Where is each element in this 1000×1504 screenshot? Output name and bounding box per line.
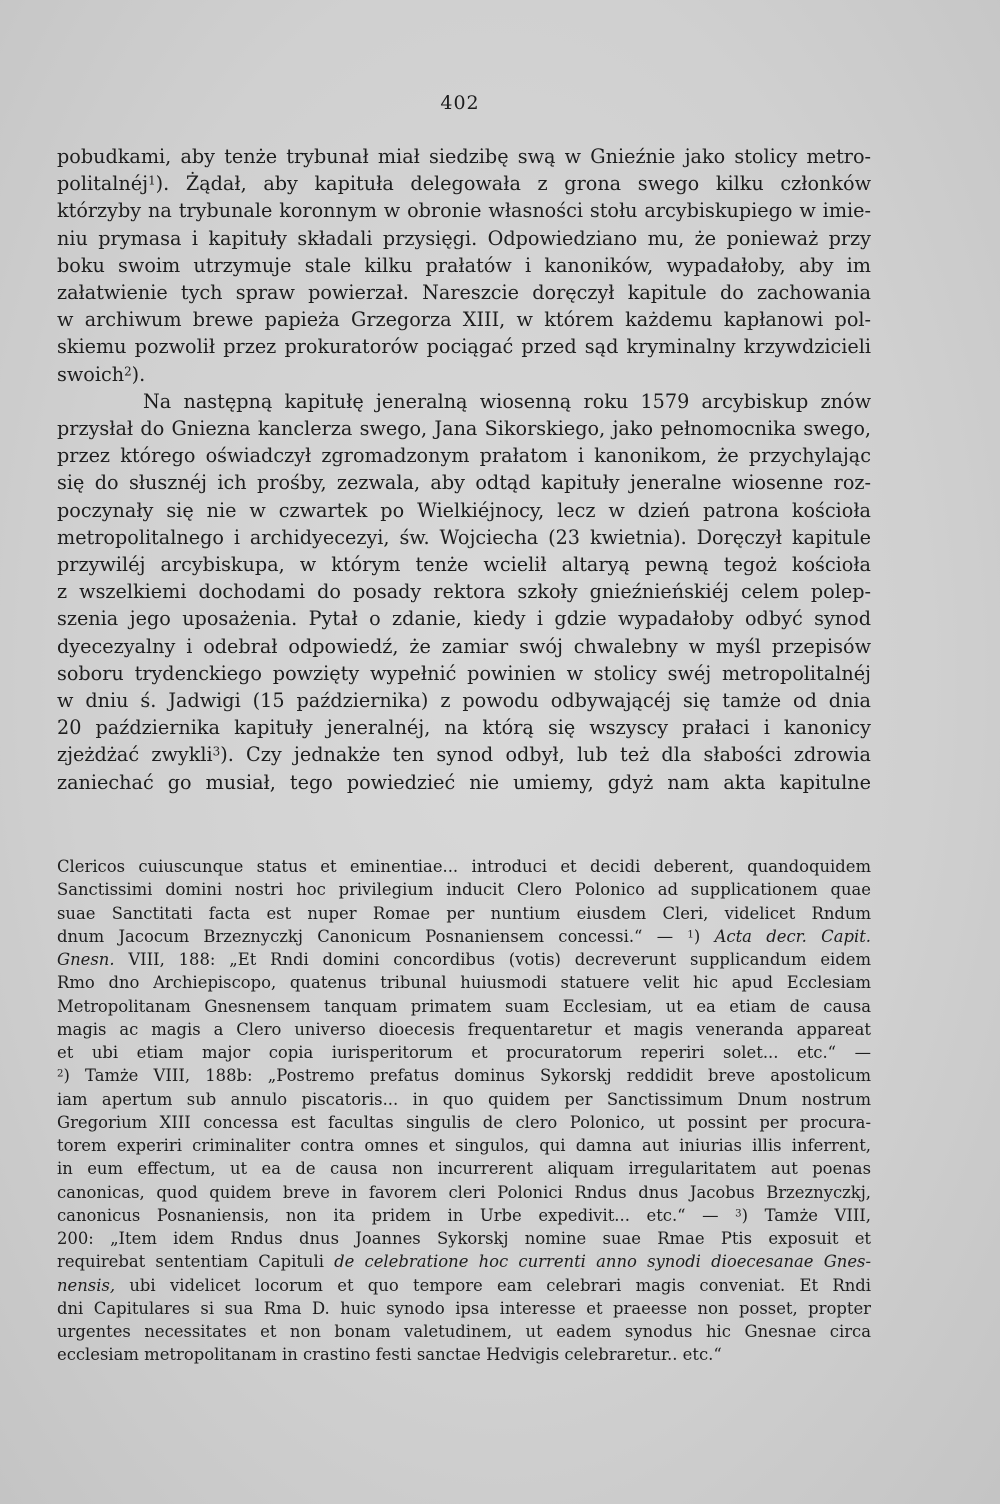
footnote-line: dnum Jacocum Brzeznyczkj Canonicum Posnaniensem concessi.“ — $^1$) Acta decr. Capit. bbox=[57, 926, 872, 946]
footnote-line: suae Sanctitati facta est nuper Romae per nuntium eiusdem Cleri, videlicet Rndum bbox=[57, 903, 871, 923]
footnotes bbox=[57, 855, 871, 1367]
footnote-line: dni Capitulares si sua Rma D. huic synodo ipsa interesse et praeesse non posset, propter bbox=[57, 1298, 871, 1318]
text-line: zaniechać go musiał, tego powiedzieć nie umiemy, gdyż nam akta kapitulne bbox=[57, 770, 871, 794]
page-number: 402 bbox=[440, 92, 480, 114]
footnote-line: 200: „Item idem Rndus dnus Joannes Sykorskj nomine suae Rmae Ptis exposuit et bbox=[57, 1229, 871, 1248]
text-line: w archiwum brewe papieża Grzegorza XIII, w którem każdemu kapłanowi pol- bbox=[57, 308, 871, 332]
text-line: załatwienie tych spraw powierzał. Nareszcie doręczył kapitule do zachowania bbox=[57, 281, 871, 305]
text-line: z wszelkiemi dochodami do posady rektora szkoły gnieźnieńskiéj celem polep- bbox=[57, 580, 871, 604]
text-line: przez którego oświadczył zgromadzonym prałatom i kanonikom, że przychylając bbox=[57, 444, 871, 468]
footnote-line: magis ac magis a Clero universo dioecesis frequentaretur et magis veneranda appareat bbox=[57, 1019, 871, 1039]
footnote-line: Metropolitanam Gnesnensem tanquam primatem suam Ecclesiam, ut ea etiam de causa bbox=[57, 996, 871, 1016]
footnote-line: nensis, ubi videlicet locorum et quo tempore eam celebrari magis conveniat. Et Rndi bbox=[57, 1275, 871, 1295]
text-line: soboru trydenckiego powzięty wypełnić powinien w stolicy swéj metropolitalnéj bbox=[57, 661, 871, 685]
footnote-line: canonicas, quod quidem breve in favorem cleri Polonici Rndus dnus Jacobus Brzeznyczkj, bbox=[57, 1182, 871, 1202]
main-text bbox=[57, 143, 871, 796]
footnote-line: Gnesn. VIII, 188: „Et Rndi domini concordibus (votis) decreverunt supplicandum eidem bbox=[57, 950, 871, 969]
text-line: niu prymasa i kapituły składali przysięgi. Odpowiedziano mu, że ponieważ przy bbox=[57, 226, 871, 250]
text-line: politalnéj$^1$). Żądał, aby kapituła delegowała z grona swego kilku członków bbox=[57, 172, 871, 196]
text-line: poczynały się nie w czwartek po Wielkiéjnocy, lecz w dzień patrona kościoła bbox=[57, 498, 871, 522]
footnote-line: in eum effectum, ut ea de causa non incurrerent aliquam irregularitatem aut poenas bbox=[57, 1159, 871, 1179]
text-line: Na następną kapitułę jeneralną wiosenną roku 1579 arcybiskup znów bbox=[143, 389, 871, 413]
footnote-line: canonicus Posnaniensis, non ita pridem in Urbe expedivit... etc.“ — $^3$) Tamże VIII, bbox=[57, 1205, 871, 1225]
footnote-line: Gregorium XIII concessa est facultas singulis de clero Polonico, ut possint per procura- bbox=[57, 1112, 871, 1132]
footnote-line: ecclesiam metropolitanam in crastino festi sanctae Hedvigis celebraretur.. etc.“ bbox=[57, 1345, 722, 1365]
footnote-line: urgentes necessitates et non bonam valetudinem, ut eadem synodus hic Gnesnae circa bbox=[57, 1322, 871, 1341]
text-line: metropolitalnego i archidyecezyi, św. Wojciecha (23 kwietnia). Doręczył kapitule bbox=[57, 525, 871, 549]
footnote-line: Rmo dno Archiepiscopo, quatenus tribunal huiusmodi statuere velit hic apud Ecclesiam bbox=[57, 973, 871, 993]
footnote-line: Clericos cuiuscunque status et eminentiae... introduci et decidi deberent, quandoquidem bbox=[57, 857, 871, 876]
text-line: zjeżdżać zwykli$^3$). Czy jednakże ten synod odbył, lub też dla słabości zdrowia bbox=[57, 743, 871, 767]
footnote-line: requirebat sententiam Capituli de celebratione hoc currenti anno synodi dioecesanae Gnes- bbox=[57, 1252, 871, 1272]
footnote-line: torem experiri criminaliter contra omnes et singulos, qui damna aut iniurias illis inferrent, bbox=[57, 1136, 871, 1155]
text-line: skiemu pozwolił przez prokuratorów pociągać przed sąd kryminalny krzywdzicieli bbox=[57, 335, 871, 359]
footnote-line: Sanctissimi domini nostri hoc privilegium inducit Clero Polonico ad supplicationem quae bbox=[57, 880, 871, 900]
text-line: przywiléj arcybiskupa, w którym tenże wcielił altaryą pewną tegoż kościoła bbox=[57, 553, 871, 577]
text-line: dyecezyalny i odebrał odpowiedź, że zamiar swój chwalebny w myśl przepisów bbox=[57, 634, 871, 658]
footnote-line: iam apertum sub annulo piscatoris... in quo quidem per Sanctissimum Dnum nostrum bbox=[57, 1089, 871, 1109]
text-line: szenia jego uposażenia. Pytał o zdanie, kiedy i gdzie wypadałoby odbyć synod bbox=[57, 607, 871, 631]
text-line: swoich$^2$). bbox=[57, 362, 146, 386]
text-line: 20 października kapituły jeneralnéj, na którą się wszyscy prałaci i kanonicy bbox=[57, 716, 871, 740]
text-line: boku swoim utrzymuje stale kilku prałatów i kanoników, wypadałoby, aby im bbox=[57, 253, 871, 277]
footnote-line: et ubi etiam major copia iurisperitorum et procuratorum reperiri solet... etc.“ — bbox=[57, 1043, 871, 1062]
footnote-line: $^2$) Tamże VIII, 188b: „Postremo prefatus dominus Sykorskj reddidit breve apostolicum bbox=[57, 1066, 871, 1086]
text-line: w dniu ś. Jadwigi (15 października) z powodu odbywającéj się tamże od dnia bbox=[57, 689, 871, 713]
text-line: którzyby na trybunale koronnym w obronie własności stołu arcybiskupiego w imie- bbox=[57, 199, 871, 223]
text-line: się do słusznéj ich prośby, zezwala, aby odtąd kapituły jeneralne wiosenne roz- bbox=[57, 471, 871, 495]
text-line: pobudkami, aby tenże trybunał miał siedzibę swą w Gnieźnie jako stolicy metro- bbox=[57, 145, 871, 168]
text-line: przysłał do Gniezna kanclerza swego, Jana Sikorskiego, jako pełnomocnika swego, bbox=[57, 417, 871, 441]
